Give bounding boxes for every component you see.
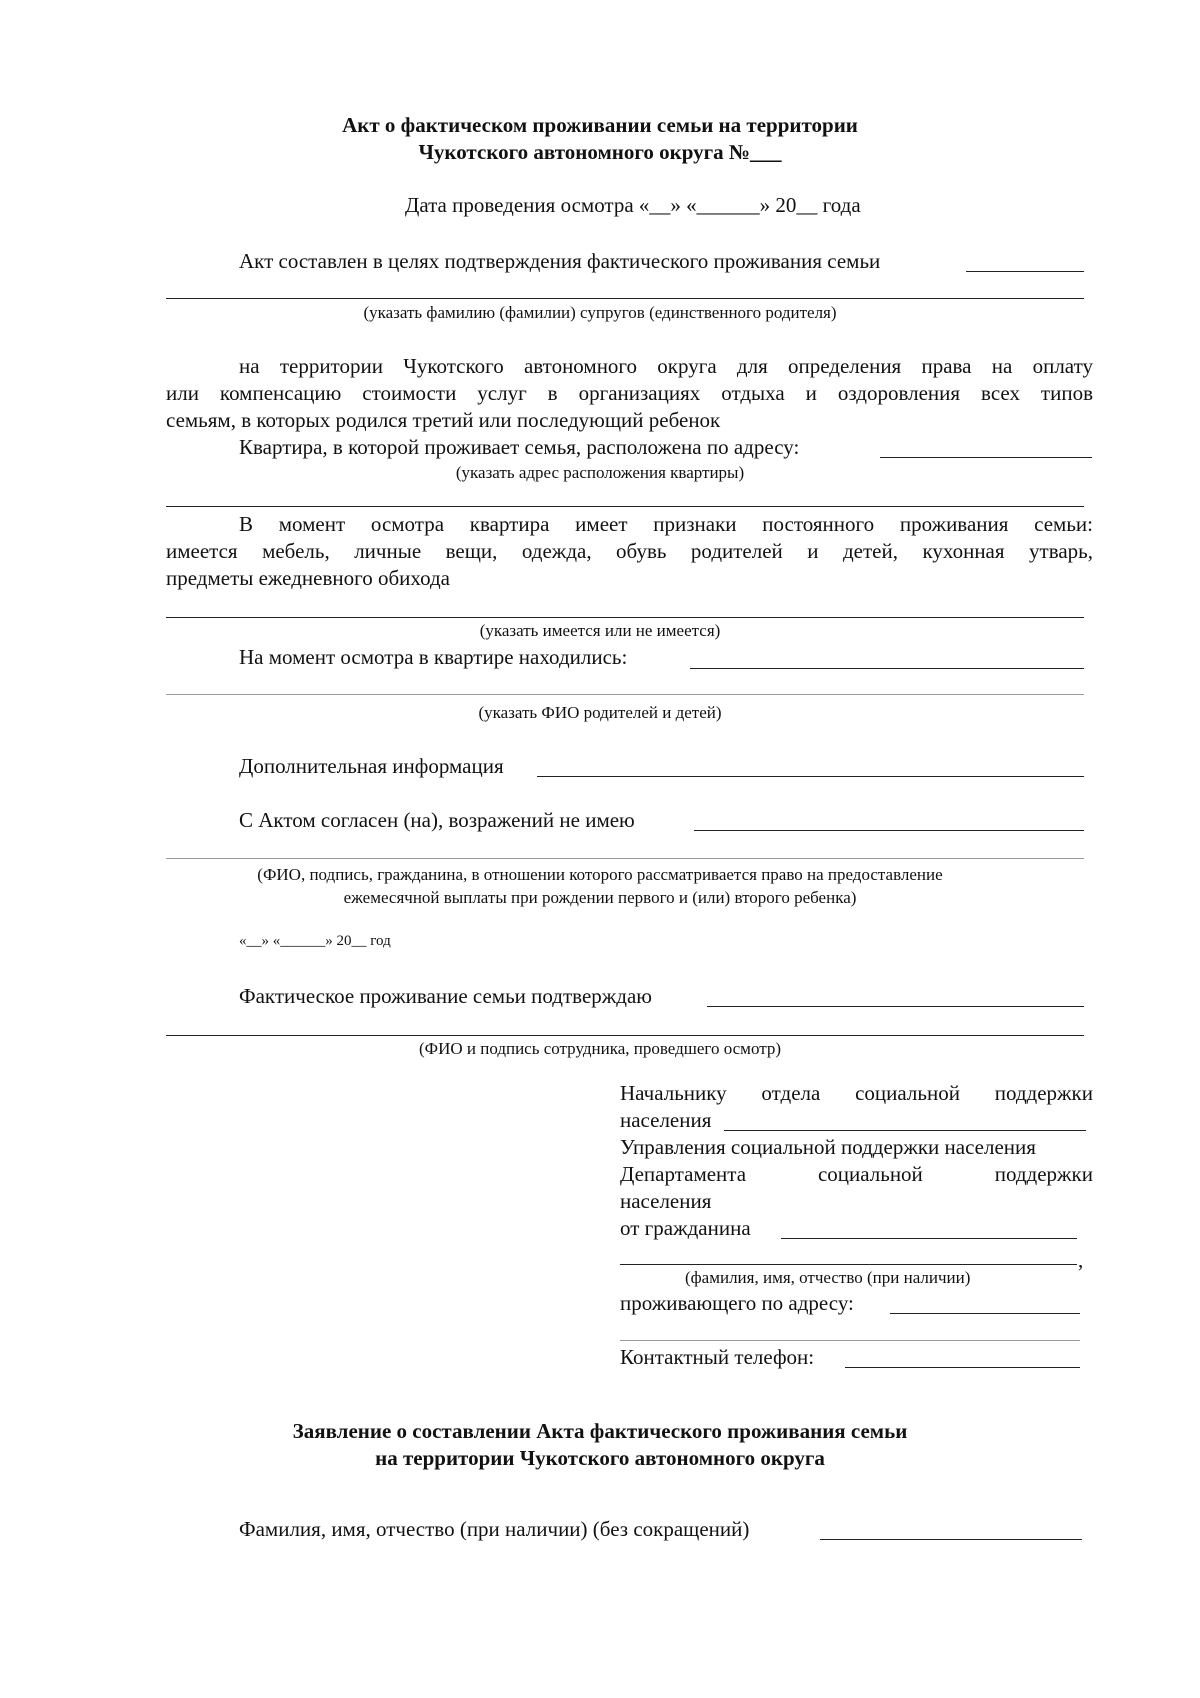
present-line: На момент осмотра в квартире находились: [239,645,628,669]
act-purpose-line: Акт составлен в целях подтверждения фактического проживания семьи [239,249,881,273]
confirm-blank[interactable] [707,1006,1084,1007]
addressee-line-3: Управления социальной поддержки населения [620,1135,1036,1159]
exists-blank[interactable] [166,617,1084,618]
addressee-line-4: Департамента социальной поддержки [620,1162,1093,1186]
hint-citizen-line-1: (ФИО, подпись, гражданина, в отношении которого рассматривается право на предоставление [257,865,943,884]
act-title-line-1: Акт о фактическом проживании семьи на территории [342,113,858,137]
citizen-signature-blank[interactable] [166,858,1084,859]
present-blank-2[interactable] [166,694,1084,695]
citizen-name-blank-2[interactable] [620,1264,1077,1265]
addressee-line-5: населения [620,1189,712,1213]
address-blank-2[interactable] [166,506,1084,507]
hint-fio: (фамилия, имя, отчество (при наличии) [685,1268,971,1287]
hint-spouses: (указать фамилию (фамилии) супругов (единственного родителя) [363,303,837,322]
citizen-name-blank[interactable] [781,1238,1077,1239]
hint-employee: (ФИО и подпись сотрудника, проведшего осмотр) [418,1039,782,1058]
addressee-line-1: Начальнику отдела социальной поддержки [620,1081,1093,1105]
paragraph2-line-2: имеется мебель, личные вещи, одежда, обувь родителей и детей, кухонная утварь, [166,539,1093,563]
agree-blank[interactable] [694,830,1084,831]
address-line: Квартира, в которой проживает семья, расположена по адресу: [239,435,800,459]
additional-info-label: Дополнительная информация [239,754,504,778]
paragraph1-line-1: на территории Чукотского автономного округа для определения права на оплату [239,354,1093,378]
confirm-line: Фактическое проживание семьи подтверждаю [239,984,652,1008]
employee-signature-blank[interactable] [166,1035,1084,1036]
paragraph2-line-3: предметы ежедневного обихода [166,566,450,590]
hint-address: (указать адрес расположения квартиры) [455,463,745,482]
comma: , [1078,1248,1084,1272]
family-name-blank[interactable] [966,271,1084,272]
addressee-line-2: населения [620,1108,712,1132]
residing-address-blank-2[interactable] [620,1340,1080,1341]
contact-phone-label: Контактный телефон: [620,1345,815,1369]
hint-citizen-line-2: ежемесячной выплаты при рождении первого и (или) второго ребенка) [343,888,857,907]
paragraph1-line-2: или компенсацию стоимости услуг в организациях отдыха и оздоровления всех типов [166,381,1093,405]
department-blank[interactable] [724,1130,1086,1131]
hint-names: (указать ФИО родителей и детей) [478,703,722,722]
date-short: «__» «______» 20__ год [239,933,391,949]
statement-fio-blank[interactable] [820,1539,1082,1540]
from-citizen-label: от гражданина [620,1216,751,1240]
present-blank[interactable] [690,668,1084,669]
paragraph1-line-3: семьям, в которых родился третий или последующий ребенок [166,408,721,432]
address-blank[interactable] [880,457,1092,458]
statement-fio-line: Фамилия, имя, отчество (при наличии) (без сокращений) [239,1517,750,1541]
statement-title-line-2: на территории Чукотского автономного округа [375,1446,825,1470]
spouses-name-blank[interactable] [166,298,1084,299]
additional-info-blank[interactable] [537,776,1084,777]
agree-line: С Актом согласен (на), возражений не имею [239,808,635,832]
act-date-line: Дата проведения осмотра «__» «______» 20__ года [405,193,861,217]
hint-exists: (указать имеется или не имеется) [479,621,721,640]
residing-address-blank[interactable] [890,1313,1080,1314]
paragraph2-line-1: В момент осмотра квартира имеет признаки постоянного проживания семьи: [239,512,1093,536]
act-title-line-2: Чукотского автономного округа №___ [418,140,782,164]
contact-phone-blank[interactable] [845,1367,1080,1368]
statement-title-line-1: Заявление о составлении Акта фактического проживания семьи [292,1419,908,1443]
residing-address-label: проживающего по адресу: [620,1291,854,1315]
